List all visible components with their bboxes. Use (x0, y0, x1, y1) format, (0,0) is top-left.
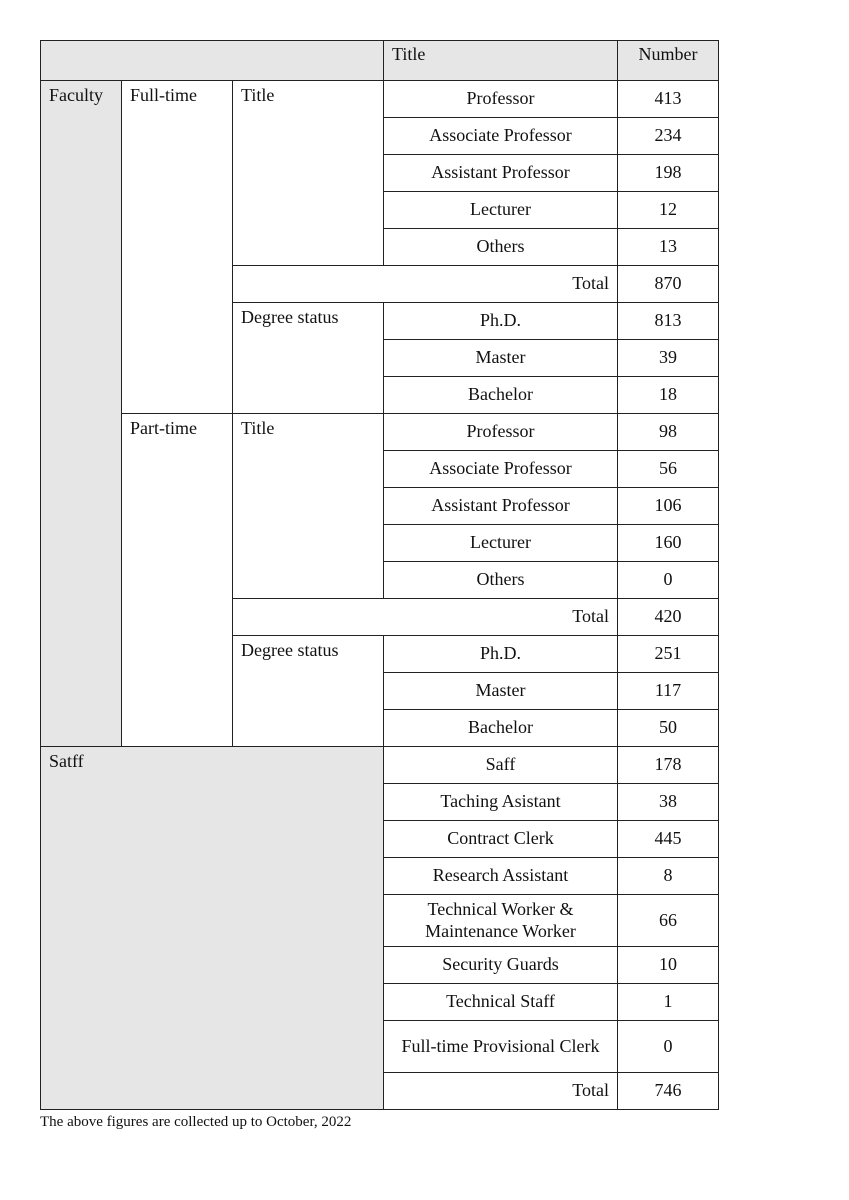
header-blank-cell (41, 41, 384, 81)
title-count: 198 (618, 155, 719, 192)
staff-role-name: Technical Staff (384, 984, 618, 1021)
title-count: 234 (618, 118, 719, 155)
staff-role-count: 1 (618, 984, 719, 1021)
part-time-degree-label: Degree status (233, 636, 384, 747)
staff-role-name: Saff (384, 747, 618, 784)
title-count: 12 (618, 192, 719, 229)
full-time-total: 870 (618, 266, 719, 303)
header-title: Title (384, 41, 618, 81)
title-count: 13 (618, 229, 719, 266)
full-time-label: Full-time (122, 81, 233, 414)
staff-total: 746 (618, 1073, 719, 1110)
degree-name: Master (384, 673, 618, 710)
title-count: 106 (618, 488, 719, 525)
title-count: 98 (618, 414, 719, 451)
faculty-label: Faculty (41, 81, 122, 747)
full-time-total-label: Total (233, 266, 618, 303)
degree-name: Master (384, 340, 618, 377)
staff-role-count: 0 (618, 1021, 719, 1073)
title-name: Lecturer (384, 192, 618, 229)
staff-label: Satff (41, 747, 384, 1110)
degree-count: 251 (618, 636, 719, 673)
part-time-title-label: Title (233, 414, 384, 599)
title-name: Others (384, 562, 618, 599)
staff-role-count: 66 (618, 895, 719, 947)
title-count: 0 (618, 562, 719, 599)
staff-role-name: Taching Asistant (384, 784, 618, 821)
title-count: 160 (618, 525, 719, 562)
degree-name: Bachelor (384, 710, 618, 747)
full-time-title-label: Title (233, 81, 384, 266)
title-name: Assistant Professor (384, 488, 618, 525)
title-name: Professor (384, 414, 618, 451)
staff-role-count: 38 (618, 784, 719, 821)
staff-role-name: Research Assistant (384, 858, 618, 895)
degree-count: 813 (618, 303, 719, 340)
degree-name: Ph.D. (384, 636, 618, 673)
staff-role-name: Security Guards (384, 947, 618, 984)
title-name: Associate Professor (384, 451, 618, 488)
title-count: 413 (618, 81, 719, 118)
staff-role-count: 445 (618, 821, 719, 858)
staff-statistics-table (40, 40, 719, 1110)
staff-role-name: Technical Worker & Maintenance Worker (384, 895, 618, 947)
title-count: 56 (618, 451, 719, 488)
title-name: Others (384, 229, 618, 266)
degree-name: Ph.D. (384, 303, 618, 340)
part-time-total-label: Total (233, 599, 618, 636)
staff-total-label: Total (384, 1073, 618, 1110)
title-name: Assistant Professor (384, 155, 618, 192)
degree-count: 18 (618, 377, 719, 414)
staff-role-name: Full-time Provisional Clerk (384, 1021, 618, 1073)
part-time-label: Part-time (122, 414, 233, 747)
degree-count: 117 (618, 673, 719, 710)
degree-name: Bachelor (384, 377, 618, 414)
footnote: The above figures are collected up to October, 2022 (40, 1114, 352, 1130)
part-time-total: 420 (618, 599, 719, 636)
degree-count: 39 (618, 340, 719, 377)
title-name: Associate Professor (384, 118, 618, 155)
staff-role-count: 10 (618, 947, 719, 984)
title-name: Lecturer (384, 525, 618, 562)
staff-role-count: 8 (618, 858, 719, 895)
title-name: Professor (384, 81, 618, 118)
staff-role-name: Contract Clerk (384, 821, 618, 858)
header-number: Number (618, 41, 719, 81)
staff-role-count: 178 (618, 747, 719, 784)
full-time-degree-label: Degree status (233, 303, 384, 414)
degree-count: 50 (618, 710, 719, 747)
